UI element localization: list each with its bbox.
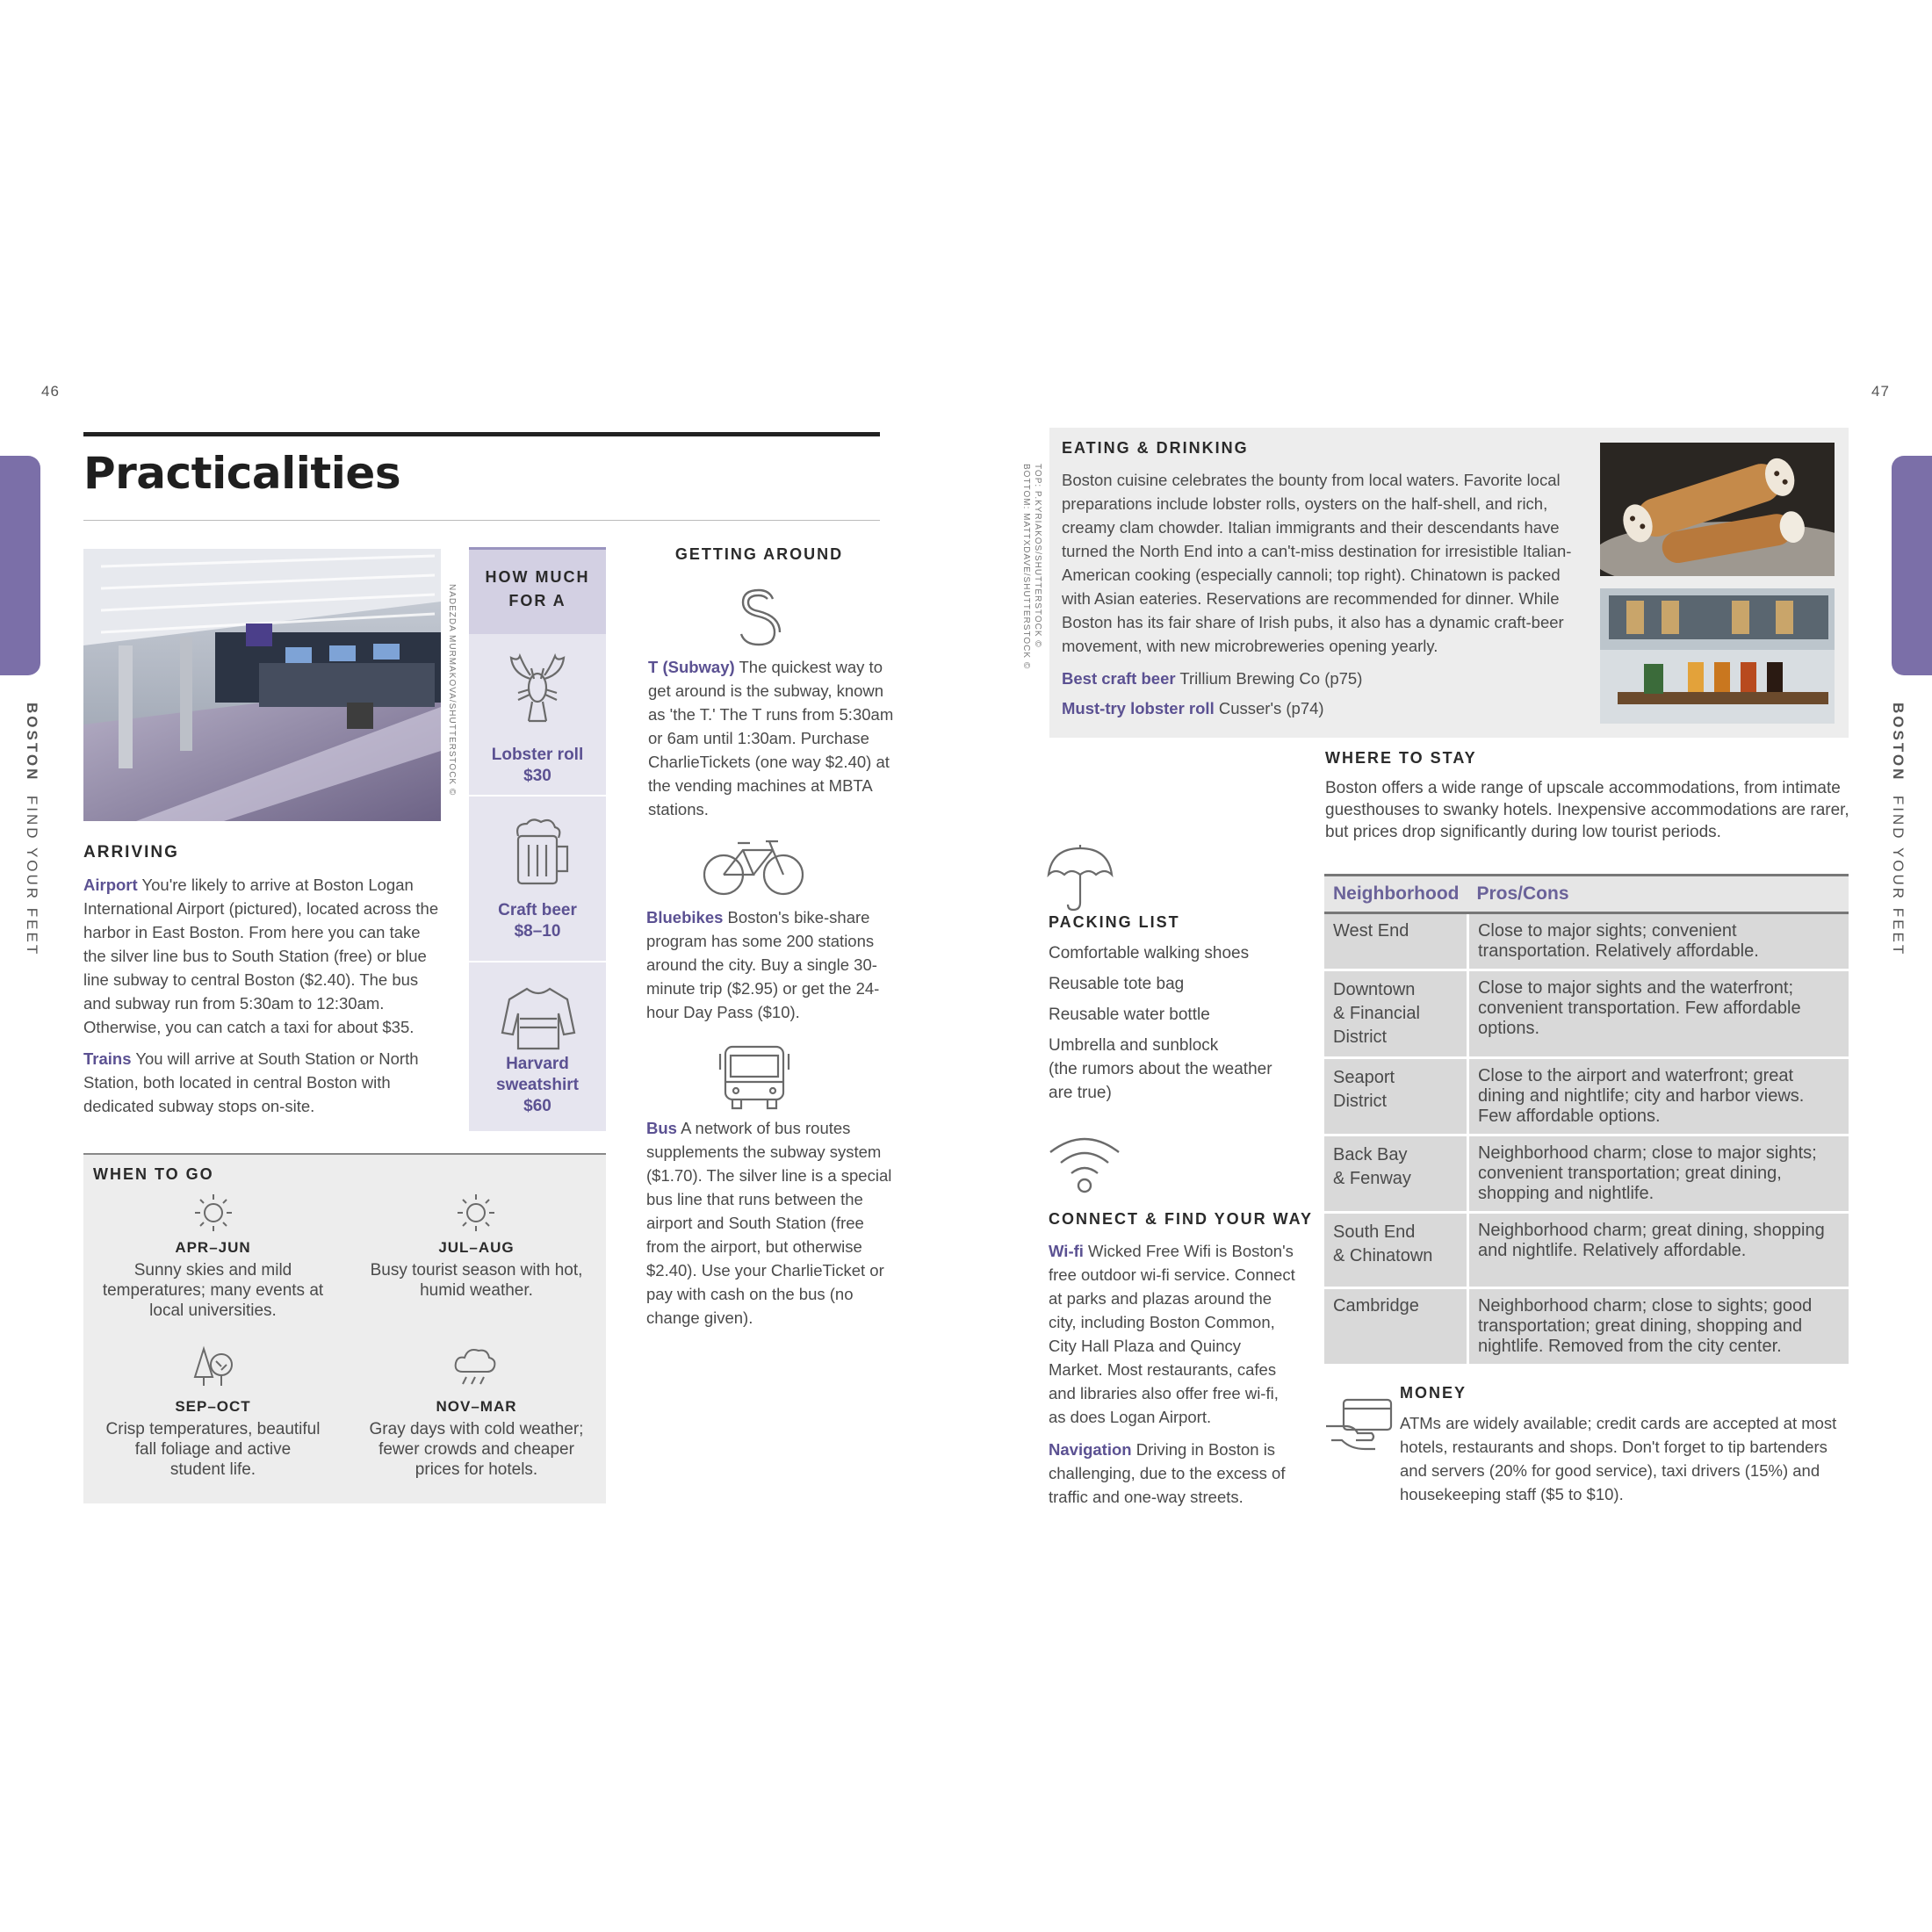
section-tab-right [1892, 456, 1932, 675]
neighborhood-name: & Chinatown [1333, 1246, 1433, 1265]
season-text-1: Busy tourist season with hot, [370, 1261, 583, 1280]
wifi-text: Wicked Free Wifi is Boston's free outdoor wi-fi service. Connect at parks and plazas around the city, including Boston Common, City Hall Plaza and Quincy Market. Most restaurants, cafes and libraries also offer free wi-fi, as does Logan Airport. [1049, 1242, 1295, 1426]
section-tab-left [0, 456, 40, 675]
airport-text: You're likely to arrive at Boston Logan International Airport (pictured), located across the harbor in East Boston. From here you can take the silver line bus to South Station (free) or blue line subway to central Boston ($2.40). The bus and subway run from 5:30am to 12:30am. Otherwise, you can catch a taxi for about $35. [83, 876, 439, 1036]
how-much-heading-line1: HOW MUCH [485, 568, 590, 586]
side-label-section: FIND YOUR FEET [1890, 795, 1907, 957]
table-row [1324, 1288, 1849, 1366]
photo-credit-eating-top: TOP: P.KYRIAKOS/SHUTTERSTOCK © [1033, 464, 1042, 648]
page-number-left: 46 [41, 383, 60, 400]
pros-cons-cell: Close to major sights and the waterfront; convenient transportation. Few affordable options. [1467, 970, 1849, 1058]
packing-item: Reusable water bottle [1049, 1006, 1210, 1024]
table-row [1324, 913, 1849, 970]
packing-list-heading: PACKING LIST [1049, 913, 1180, 931]
season-nov-mar [356, 1398, 597, 1480]
side-label-left [23, 703, 40, 956]
title-divider [83, 520, 880, 521]
col-pros-cons: Pros/Cons [1467, 876, 1849, 913]
season-name: SEP–OCT [175, 1398, 251, 1415]
season-jul-aug [356, 1239, 597, 1301]
season-name: NOV–MAR [436, 1398, 517, 1415]
how-much-divider [469, 795, 606, 797]
pros-cons-cell: Neighborhood charm; close to sights; good transportation; great dining, shopping and nightlife. Removed from the city center. [1467, 1288, 1849, 1366]
season-apr-jun [92, 1239, 334, 1321]
bicycle-icon [703, 834, 804, 898]
bluebikes-lead: Bluebikes [646, 908, 724, 926]
neighborhood-name: West End [1333, 921, 1409, 941]
navigation-paragraph [1049, 1438, 1299, 1509]
neighborhood-name: Back Bay [1333, 1145, 1408, 1164]
page-title: Practicalities [83, 448, 401, 499]
sweatshirt-label-2: sweatshirt [496, 1076, 579, 1094]
packing-list [1049, 941, 1303, 1105]
season-text-2: fewer crowds and cheaper [378, 1440, 574, 1459]
neighborhood-name: District [1333, 1027, 1388, 1047]
pros-cons-cell: Close to the airport and waterfront; great dining and nightlife; city and harbor views. Few affordable options. [1467, 1058, 1849, 1135]
season-text-2: temperatures; many events at [102, 1281, 324, 1300]
must-try-lobster-lead: Must-try lobster roll [1062, 699, 1215, 717]
navigation-lead: Navigation [1049, 1440, 1132, 1459]
neighborhood-cell [1324, 1058, 1467, 1135]
arriving-heading: ARRIVING [83, 843, 179, 861]
table-row [1324, 1058, 1849, 1135]
packing-item-line3: are true) [1049, 1084, 1112, 1102]
airport-lead: Airport [83, 876, 138, 894]
table-row [1324, 1213, 1849, 1288]
when-to-go-heading: WHEN TO GO [93, 1165, 214, 1183]
sweatshirt-price: $60 [523, 1097, 551, 1115]
pros-cons-cell: Neighborhood charm; close to major sights; convenient transportation; great dining, shopping and nightlife. [1467, 1135, 1849, 1213]
rain-cloud-icon [452, 1345, 498, 1389]
must-try-lobster-text: Cusser's (p74) [1218, 699, 1324, 717]
season-text-3: prices for hotels. [415, 1460, 538, 1479]
season-text-2: fall foliage and active [134, 1440, 292, 1459]
best-craft-beer-lead: Best craft beer [1062, 669, 1176, 688]
season-text-1: Gray days with cold weather; [369, 1420, 584, 1438]
subway-paragraph [648, 655, 894, 821]
table-row [1324, 970, 1849, 1058]
trains-lead: Trains [83, 1049, 132, 1068]
beer-flight-photo [1600, 588, 1835, 724]
subway-s-icon [734, 587, 783, 648]
page-number-right: 47 [1871, 383, 1890, 400]
wifi-paragraph [1049, 1239, 1299, 1429]
trees-icon [191, 1345, 237, 1389]
bus-text: A network of bus routes supplements the subway system ($1.70). The silver line is a special bus line that runs between the airport and South Station (free from the airport, but otherwise $2.40). Use your CharlieTicket or pay with cash on the bus (no change given). [646, 1119, 892, 1327]
how-much-item-beer [469, 900, 606, 942]
subway-text: The quickest way to get around is the subway, known as 'the T.' The T runs from 5:30am or 6am until 1:30am. Purchase CharlieTickets (one way $2.40) at the vending machines at MBTA stations. [648, 658, 894, 818]
wifi-lead: Wi-fi [1049, 1242, 1084, 1260]
where-to-stay-heading: WHERE TO STAY [1325, 749, 1477, 767]
neighborhood-cell [1324, 1213, 1467, 1288]
arriving-airport-paragraph [83, 873, 445, 1039]
sun-icon [191, 1191, 235, 1235]
money-heading: MONEY [1400, 1384, 1467, 1402]
neighborhood-cell [1324, 970, 1467, 1058]
side-label-city: BOSTON [1890, 703, 1907, 782]
neighborhood-name: Downtown [1333, 980, 1416, 999]
season-text-3: student life. [169, 1460, 256, 1479]
how-much-heading [469, 566, 606, 613]
neighborhood-name: Seaport [1333, 1068, 1395, 1087]
side-label-right [1889, 703, 1907, 956]
how-much-heading-line2: FOR A [508, 592, 566, 609]
eating-text: Boston cuisine celebrates the bounty from local waters. Favorite local preparations include lobster rolls, oysters on the half-shell, and rich, creamy clam chowder. Italian immigrants and their descendants have turned the North End into a can't-miss destination for irresistible Italian-American cooking (especially cannoli; top right). Chinatown is packed with Asian eateries. Reservations are recommended for dinner. While Boston has its fair share of Irish pubs, it also has a dynamic craft-beer movement, with new microbreweries opening yearly. [1062, 471, 1572, 655]
how-much-item-sweatshirt [469, 1054, 606, 1117]
how-much-divider [469, 961, 606, 962]
bluebikes-paragraph [646, 905, 897, 1024]
lobster-roll-label: Lobster roll [491, 746, 584, 764]
side-label-city: BOSTON [24, 703, 40, 782]
season-text-1: Sunny skies and mild [133, 1261, 292, 1280]
neighborhood-cell [1324, 1135, 1467, 1213]
pros-cons-cell: Close to major sights; convenient transportation. Relatively affordable. [1467, 913, 1849, 970]
navigation-text: Driving in Boston is challenging, due to the excess of traffic and one-way streets. [1049, 1440, 1286, 1506]
sun-icon [454, 1191, 498, 1235]
packing-item-line2: (the rumors about the weather [1049, 1060, 1272, 1078]
craft-beer-label: Craft beer [498, 901, 577, 919]
where-to-stay-table [1324, 874, 1849, 1366]
airport-photo [83, 549, 441, 821]
arriving-trains-paragraph [83, 1047, 445, 1118]
best-craft-beer-text: Trillium Brewing Co (p75) [1179, 669, 1363, 688]
packing-item: Comfortable walking shoes [1049, 944, 1250, 962]
bluebikes-text: Boston's bike-share program has some 200 stations around the city. Buy a single 30-minute trip ($2.95) or get the 24-hour Day Pass ($10). [646, 908, 880, 1021]
neighborhood-name: & Financial [1333, 1004, 1420, 1023]
season-sep-oct [92, 1398, 334, 1480]
packing-item-line1: Umbrella and sunblock [1049, 1036, 1219, 1055]
side-label-section: FIND YOUR FEET [24, 795, 40, 957]
umbrella-icon [1045, 843, 1115, 913]
must-try-lobster-roll [1062, 696, 1580, 720]
season-text-2: humid weather. [420, 1281, 533, 1300]
pros-cons-cell: Neighborhood charm; great dining, shopping and nightlife. Relatively affordable. [1467, 1213, 1849, 1288]
wifi-icon [1047, 1133, 1122, 1194]
neighborhood-name: & Fenway [1333, 1169, 1411, 1188]
craft-beer-price: $8–10 [514, 922, 561, 941]
sweatshirt-icon [501, 984, 576, 1052]
best-craft-beer [1062, 667, 1580, 690]
bus-icon [717, 1043, 792, 1114]
neighborhood-name: South End [1333, 1222, 1416, 1242]
lobster-roll-price: $30 [523, 767, 551, 785]
season-text-1: Crisp temperatures, beautiful [105, 1420, 321, 1438]
bus-paragraph [646, 1116, 897, 1330]
table-row [1324, 1135, 1849, 1213]
season-text-3: local universities. [149, 1301, 277, 1320]
neighborhood-cell [1324, 1288, 1467, 1366]
season-name: APR–JUN [175, 1239, 251, 1256]
table-header-row [1324, 876, 1849, 913]
bus-lead: Bus [646, 1119, 677, 1137]
beer-mug-icon [506, 815, 576, 890]
credit-card-icon [1324, 1396, 1395, 1456]
money-text: ATMs are widely available; credit cards are accepted at most hotels, restaurants and shops. Don't forget to tip bartenders and servers (20% for good service), taxi drivers (15%) and housekeeping staff ($5 to $10). [1400, 1414, 1837, 1503]
eating-heading: EATING & DRINKING [1062, 439, 1249, 457]
photo-credit-eating-bottom: BOTTOM: MATTXDAVE/SHUTTERSTOCK © [1021, 464, 1031, 670]
lobster-icon [502, 652, 573, 727]
neighborhood-name: District [1333, 1092, 1388, 1111]
how-much-item-lobster [469, 745, 606, 787]
sweatshirt-label-1: Harvard [506, 1055, 569, 1073]
cannoli-photo [1600, 443, 1835, 576]
where-to-stay-text: Boston offers a wide range of upscale accommodations, from intimate guesthouses to swanky hotels. Inexpensive accommodations are rarer, but prices drop significantly during low tourist periods. [1325, 779, 1849, 841]
subway-lead: T (Subway) [648, 658, 735, 676]
neighborhood-cell [1324, 913, 1467, 970]
title-rule [83, 432, 880, 436]
photo-credit-airport: NADEZDA MURMAKOVA/SHUTTERSTOCK © [447, 584, 457, 797]
neighborhood-name: Cambridge [1333, 1296, 1419, 1316]
getting-around-heading: GETTING AROUND [674, 545, 844, 563]
col-neighborhood: Neighborhood [1324, 876, 1467, 913]
packing-item: Reusable tote bag [1049, 975, 1185, 993]
connect-heading: CONNECT & FIND YOUR WAY [1049, 1210, 1314, 1228]
season-name: JUL–AUG [438, 1239, 515, 1256]
trains-text: You will arrive at South Station or North Station, both located in central Boston with dedicated subway stops on-site. [83, 1049, 419, 1115]
